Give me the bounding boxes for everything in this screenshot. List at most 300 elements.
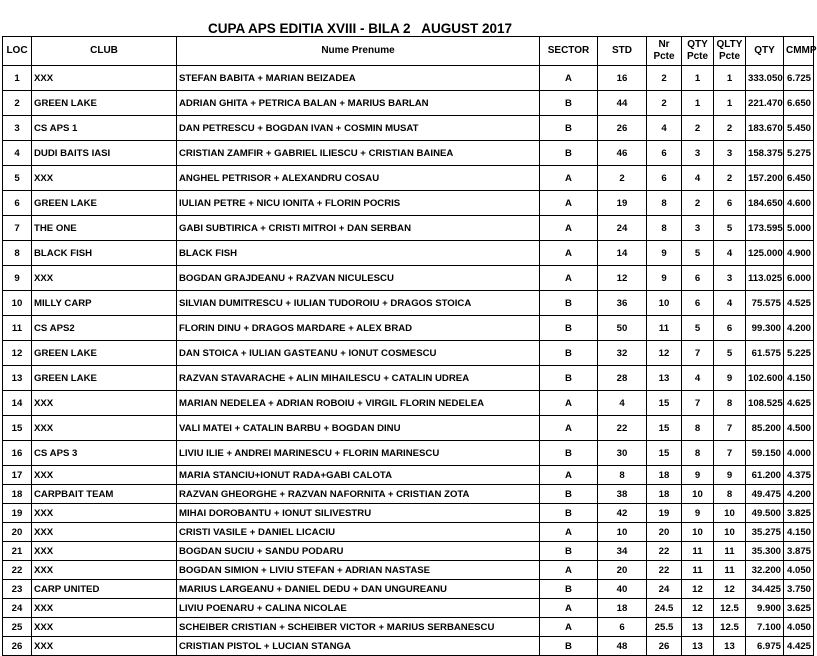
row-qty: 49.500: [746, 504, 784, 523]
row-qty-pcte: 9: [682, 504, 714, 523]
row-std: 6: [598, 618, 647, 637]
row-loc: 18: [3, 485, 32, 504]
row-qty: 7.100: [746, 618, 784, 637]
row-qty-pcte: 6: [682, 291, 714, 316]
row-qty: 183.670: [746, 116, 784, 141]
row-std: 10: [598, 523, 647, 542]
row-qty-pcte: 4: [682, 166, 714, 191]
row-loc: 13: [3, 366, 32, 391]
row-nume: BOGDAN GRAJDEANU + RAZVAN NICULESCU: [177, 266, 540, 291]
row-qty: 108.525: [746, 391, 784, 416]
row-qlty-pcte: 12.5: [714, 599, 746, 618]
header-club: CLUB: [32, 37, 177, 66]
row-nume: DAN PETRESCU + BOGDAN IVAN + COSMIN MUSAT: [177, 116, 540, 141]
row-std: 32: [598, 341, 647, 366]
header-qty-pcte: [682, 37, 714, 66]
row-sector: B: [540, 141, 598, 166]
row-qlty-pcte: 8: [714, 485, 746, 504]
row-cmmp: 4.200: [784, 485, 814, 504]
row-cmmp: 5.275: [784, 141, 814, 166]
row-qty-pcte: 5: [682, 316, 714, 341]
row-qty-pcte: 9: [682, 466, 714, 485]
row-std: 14: [598, 241, 647, 266]
row-cmmp: 4.625: [784, 391, 814, 416]
row-sector: A: [540, 166, 598, 191]
row-sector: A: [540, 599, 598, 618]
table-row: [3, 561, 814, 580]
row-sector: A: [540, 561, 598, 580]
row-nume: SCHEIBER CRISTIAN + SCHEIBER VICTOR + MARIUS SERBANESCU: [177, 618, 540, 637]
row-sector: B: [540, 542, 598, 561]
row-nr-pcte: 15: [647, 391, 682, 416]
row-qty-pcte: 8: [682, 416, 714, 441]
header-nr-line2: Pcte: [653, 51, 675, 62]
row-sector: B: [540, 637, 598, 656]
row-qty: 61.575: [746, 341, 784, 366]
row-std: 22: [598, 416, 647, 441]
row-qlty-pcte: 5: [714, 216, 746, 241]
row-nume: MARIAN NEDELEA + ADRIAN ROBOIU + VIRGIL FLORIN NEDELEA: [177, 391, 540, 416]
row-qty: 221.470: [746, 91, 784, 116]
header-qty-pcte-line2: Pcte: [686, 51, 709, 62]
table-row: [3, 141, 814, 166]
row-qty-pcte: 5: [682, 241, 714, 266]
row-qlty-pcte: 6: [714, 191, 746, 216]
row-sector: A: [540, 266, 598, 291]
header-qlty-pcte-line2: Pcte: [718, 51, 741, 62]
row-qty-pcte: 6: [682, 266, 714, 291]
row-club: DUDI BAITS IASI: [32, 141, 177, 166]
row-sector: B: [540, 316, 598, 341]
row-qlty-pcte: 6: [714, 316, 746, 341]
row-nume: FLORIN DINU + DRAGOS MARDARE + ALEX BRAD: [177, 316, 540, 341]
row-nr-pcte: 9: [647, 241, 682, 266]
row-qlty-pcte: 10: [714, 504, 746, 523]
row-club: CS APS 1: [32, 116, 177, 141]
table-row: [3, 637, 814, 656]
row-loc: 26: [3, 637, 32, 656]
row-loc: 25: [3, 618, 32, 637]
row-sector: B: [540, 116, 598, 141]
row-cmmp: 5.225: [784, 341, 814, 366]
row-club: XXX: [32, 542, 177, 561]
row-qty: 125.000: [746, 241, 784, 266]
row-qty: 157.200: [746, 166, 784, 191]
row-sector: A: [540, 391, 598, 416]
row-sector: B: [540, 485, 598, 504]
row-nr-pcte: 20: [647, 523, 682, 542]
row-std: 48: [598, 637, 647, 656]
header-row: [3, 37, 814, 66]
row-nr-pcte: 24.5: [647, 599, 682, 618]
row-qty: 35.275: [746, 523, 784, 542]
row-cmmp: 4.150: [784, 366, 814, 391]
row-club: XXX: [32, 466, 177, 485]
row-sector: B: [540, 580, 598, 599]
row-qlty-pcte: 7: [714, 416, 746, 441]
header-std: STD: [598, 37, 647, 66]
row-qlty-pcte: 12: [714, 580, 746, 599]
row-cmmp: 4.200: [784, 316, 814, 341]
row-qty-pcte: 4: [682, 366, 714, 391]
header-nr-line1: Nr: [658, 39, 670, 50]
row-loc: 4: [3, 141, 32, 166]
results-table: [2, 36, 817, 656]
row-nume: CRISTI VASILE + DANIEL LICACIU: [177, 523, 540, 542]
row-loc: 20: [3, 523, 32, 542]
row-nume: RAZVAN STAVARACHE + ALIN MIHAILESCU + CATALIN UDREA: [177, 366, 540, 391]
row-loc: 8: [3, 241, 32, 266]
row-nume: MARIUS LARGEANU + DANIEL DEDU + DAN UNGUREANU: [177, 580, 540, 599]
table-row: [3, 191, 814, 216]
row-club: XXX: [32, 618, 177, 637]
table-row: [3, 523, 814, 542]
row-qty: 32.200: [746, 561, 784, 580]
row-qty: 85.200: [746, 416, 784, 441]
row-qty-pcte: 13: [682, 637, 714, 656]
row-nume: BOGDAN SIMION + LIVIU STEFAN + ADRIAN NASTASE: [177, 561, 540, 580]
row-std: 28: [598, 366, 647, 391]
row-qlty-pcte: 4: [714, 241, 746, 266]
table-row: [3, 291, 814, 316]
row-qty-pcte: 1: [682, 66, 714, 91]
row-nr-pcte: 15: [647, 416, 682, 441]
row-loc: 10: [3, 291, 32, 316]
row-nume: ANGHEL PETRISOR + ALEXANDRU COSAU: [177, 166, 540, 191]
row-nume: CRISTIAN ZAMFIR + GABRIEL ILIESCU + CRISTIAN BAINEA: [177, 141, 540, 166]
table-row: [3, 618, 814, 637]
row-sector: A: [540, 466, 598, 485]
row-std: 50: [598, 316, 647, 341]
row-club: GREEN LAKE: [32, 366, 177, 391]
row-qlty-pcte: 8: [714, 391, 746, 416]
row-qlty-pcte: 3: [714, 266, 746, 291]
row-nr-pcte: 15: [647, 441, 682, 466]
row-qlty-pcte: 9: [714, 466, 746, 485]
header-qty: QTY: [746, 37, 784, 66]
row-nr-pcte: 4: [647, 116, 682, 141]
row-std: 2: [598, 166, 647, 191]
row-cmmp: 4.375: [784, 466, 814, 485]
row-nr-pcte: 22: [647, 542, 682, 561]
row-nr-pcte: 19: [647, 504, 682, 523]
row-sector: A: [540, 618, 598, 637]
table-row: [3, 66, 814, 91]
row-loc: 15: [3, 416, 32, 441]
table-row: [3, 366, 814, 391]
row-std: 44: [598, 91, 647, 116]
row-qty: 34.425: [746, 580, 784, 599]
row-club: GREEN LAKE: [32, 191, 177, 216]
row-club: CARP UNITED: [32, 580, 177, 599]
row-sector: A: [540, 191, 598, 216]
row-club: XXX: [32, 391, 177, 416]
row-qlty-pcte: 11: [714, 542, 746, 561]
row-qty: 49.475: [746, 485, 784, 504]
row-loc: 14: [3, 391, 32, 416]
row-qty-pcte: 11: [682, 542, 714, 561]
row-nume: LIVIU POENARU + CALINA NICOLAE: [177, 599, 540, 618]
row-sector: B: [540, 441, 598, 466]
row-club: XXX: [32, 416, 177, 441]
table-row: [3, 316, 814, 341]
row-sector: B: [540, 341, 598, 366]
row-club: CARPBAIT TEAM: [32, 485, 177, 504]
row-club: XXX: [32, 166, 177, 191]
row-loc: 6: [3, 191, 32, 216]
table-row: [3, 441, 814, 466]
row-qty: 35.300: [746, 542, 784, 561]
row-loc: 12: [3, 341, 32, 366]
row-cmmp: 3.875: [784, 542, 814, 561]
row-nr-pcte: 22: [647, 561, 682, 580]
row-loc: 19: [3, 504, 32, 523]
row-cmmp: 3.750: [784, 580, 814, 599]
row-nr-pcte: 11: [647, 316, 682, 341]
row-sector: A: [540, 523, 598, 542]
row-nr-pcte: 18: [647, 485, 682, 504]
row-qlty-pcte: 4: [714, 291, 746, 316]
table-row: [3, 504, 814, 523]
row-nr-pcte: 13: [647, 366, 682, 391]
row-qlty-pcte: 1: [714, 66, 746, 91]
row-cmmp: 4.425: [784, 637, 814, 656]
header-sector: SECTOR: [540, 37, 598, 66]
row-loc: 21: [3, 542, 32, 561]
row-std: 20: [598, 561, 647, 580]
row-qty-pcte: 11: [682, 561, 714, 580]
row-cmmp: 5.450: [784, 116, 814, 141]
header-qty-pcte-line1: QTY: [687, 39, 708, 50]
row-cmmp: 6.725: [784, 66, 814, 91]
row-cmmp: 6.000: [784, 266, 814, 291]
row-club: XXX: [32, 637, 177, 656]
row-club: GREEN LAKE: [32, 91, 177, 116]
row-qty: 102.600: [746, 366, 784, 391]
row-cmmp: 6.450: [784, 166, 814, 191]
row-club: CS APS2: [32, 316, 177, 341]
row-nume: BLACK FISH: [177, 241, 540, 266]
row-loc: 2: [3, 91, 32, 116]
row-nume: LIVIU ILIE + ANDREI MARINESCU + FLORIN MARINESCU: [177, 441, 540, 466]
row-club: XXX: [32, 266, 177, 291]
table-row: [3, 216, 814, 241]
row-cmmp: 3.825: [784, 504, 814, 523]
table-row: [3, 391, 814, 416]
page-title: CUPA APS EDITIA XVIII - BILA 2 AUGUST 2017: [207, 21, 513, 36]
row-loc: 23: [3, 580, 32, 599]
row-nr-pcte: 8: [647, 191, 682, 216]
row-nume: CRISTIAN PISTOL + LUCIAN STANGA: [177, 637, 540, 656]
row-cmmp: 3.625: [784, 599, 814, 618]
row-loc: 17: [3, 466, 32, 485]
row-club: THE ONE: [32, 216, 177, 241]
row-qlty-pcte: 5: [714, 341, 746, 366]
row-qty-pcte: 7: [682, 341, 714, 366]
row-qty-pcte: 3: [682, 216, 714, 241]
row-std: 34: [598, 542, 647, 561]
row-nr-pcte: 24: [647, 580, 682, 599]
row-sector: A: [540, 416, 598, 441]
row-nume: GABI SUBTIRICA + CRISTI MITROI + DAN SERBAN: [177, 216, 540, 241]
row-loc: 9: [3, 266, 32, 291]
row-nr-pcte: 12: [647, 341, 682, 366]
row-cmmp: 4.050: [784, 618, 814, 637]
row-sector: A: [540, 241, 598, 266]
row-club: XXX: [32, 504, 177, 523]
row-club: XXX: [32, 561, 177, 580]
row-cmmp: 4.525: [784, 291, 814, 316]
row-qlty-pcte: 3: [714, 141, 746, 166]
row-nume: ADRIAN GHITA + PETRICA BALAN + MARIUS BARLAN: [177, 91, 540, 116]
row-qty-pcte: 2: [682, 191, 714, 216]
row-loc: 11: [3, 316, 32, 341]
header-qlty-pcte-line1: QLTY: [716, 39, 743, 50]
row-nr-pcte: 9: [647, 266, 682, 291]
row-qty: 113.025: [746, 266, 784, 291]
row-nr-pcte: 10: [647, 291, 682, 316]
row-nume: BOGDAN SUCIU + SANDU PODARU: [177, 542, 540, 561]
header-nr-pcte: [647, 37, 682, 66]
header-qlty-pcte: [714, 37, 746, 66]
table-row: [3, 241, 814, 266]
row-qlty-pcte: 11: [714, 561, 746, 580]
row-nume: SILVIAN DUMITRESCU + IULIAN TUDOROIU + DRAGOS STOICA: [177, 291, 540, 316]
row-cmmp: 4.150: [784, 523, 814, 542]
row-qty-pcte: 3: [682, 141, 714, 166]
row-cmmp: 6.650: [784, 91, 814, 116]
row-nume: MARIA STANCIU+IONUT RADA+GABI CALOTA: [177, 466, 540, 485]
row-qty-pcte: 1: [682, 91, 714, 116]
row-qlty-pcte: 10: [714, 523, 746, 542]
row-loc: 22: [3, 561, 32, 580]
row-cmmp: 4.000: [784, 441, 814, 466]
row-loc: 7: [3, 216, 32, 241]
row-nr-pcte: 2: [647, 66, 682, 91]
row-cmmp: 4.500: [784, 416, 814, 441]
row-std: 16: [598, 66, 647, 91]
row-nume: IULIAN PETRE + NICU IONITA + FLORIN POCRIS: [177, 191, 540, 216]
row-qty: 184.650: [746, 191, 784, 216]
row-qty: 61.200: [746, 466, 784, 485]
row-nume: RAZVAN GHEORGHE + RAZVAN NAFORNITA + CRISTIAN ZOTA: [177, 485, 540, 504]
row-std: 26: [598, 116, 647, 141]
row-nr-pcte: 2: [647, 91, 682, 116]
table-row: [3, 599, 814, 618]
row-sector: B: [540, 291, 598, 316]
header-loc: LOC: [3, 37, 32, 66]
row-qty: 59.150: [746, 441, 784, 466]
row-qty: 9.900: [746, 599, 784, 618]
table-row: [3, 466, 814, 485]
table-row: [3, 116, 814, 141]
row-nr-pcte: 6: [647, 166, 682, 191]
row-nume: STEFAN BABITA + MARIAN BEIZADEA: [177, 66, 540, 91]
row-nr-pcte: 26: [647, 637, 682, 656]
table-row: [3, 166, 814, 191]
row-qty-pcte: 2: [682, 116, 714, 141]
row-std: 42: [598, 504, 647, 523]
row-std: 36: [598, 291, 647, 316]
row-nume: DAN STOICA + IULIAN GASTEANU + IONUT COSMESCU: [177, 341, 540, 366]
row-std: 38: [598, 485, 647, 504]
row-loc: 5: [3, 166, 32, 191]
row-nume: VALI MATEI + CATALIN BARBU + BOGDAN DINU: [177, 416, 540, 441]
table-row: [3, 341, 814, 366]
row-cmmp: 4.600: [784, 191, 814, 216]
row-qlty-pcte: 12.5: [714, 618, 746, 637]
row-qty: 333.050: [746, 66, 784, 91]
row-std: 24: [598, 216, 647, 241]
row-std: 46: [598, 141, 647, 166]
row-cmmp: 5.000: [784, 216, 814, 241]
row-nr-pcte: 6: [647, 141, 682, 166]
row-std: 40: [598, 580, 647, 599]
row-qty: 75.575: [746, 291, 784, 316]
table-row: [3, 580, 814, 599]
row-club: BLACK FISH: [32, 241, 177, 266]
row-qty: 158.375: [746, 141, 784, 166]
row-qty-pcte: 7: [682, 391, 714, 416]
row-std: 4: [598, 391, 647, 416]
row-qlty-pcte: 9: [714, 366, 746, 391]
row-qty-pcte: 12: [682, 580, 714, 599]
row-loc: 3: [3, 116, 32, 141]
row-qty: 173.595: [746, 216, 784, 241]
row-qlty-pcte: 13: [714, 637, 746, 656]
table-row: [3, 266, 814, 291]
row-club: MILLY CARP: [32, 291, 177, 316]
row-nr-pcte: 25.5: [647, 618, 682, 637]
row-club: CS APS 3: [32, 441, 177, 466]
row-loc: 24: [3, 599, 32, 618]
header-nume: Nume Prenume: [177, 37, 540, 66]
row-qlty-pcte: 1: [714, 91, 746, 116]
table-row: [3, 91, 814, 116]
row-std: 18: [598, 599, 647, 618]
row-qlty-pcte: 2: [714, 166, 746, 191]
row-qty-pcte: 10: [682, 523, 714, 542]
row-std: 30: [598, 441, 647, 466]
table-row: [3, 542, 814, 561]
row-nr-pcte: 8: [647, 216, 682, 241]
row-qty-pcte: 10: [682, 485, 714, 504]
table-row: [3, 485, 814, 504]
row-cmmp: 4.050: [784, 561, 814, 580]
row-qlty-pcte: 7: [714, 441, 746, 466]
row-sector: B: [540, 366, 598, 391]
row-qty-pcte: 12: [682, 599, 714, 618]
row-sector: A: [540, 216, 598, 241]
row-club: XXX: [32, 599, 177, 618]
row-nume: MIHAI DOROBANTU + IONUT SILIVESTRU: [177, 504, 540, 523]
row-club: XXX: [32, 66, 177, 91]
row-loc: 1: [3, 66, 32, 91]
table-row: [3, 416, 814, 441]
row-std: 12: [598, 266, 647, 291]
row-nr-pcte: 18: [647, 466, 682, 485]
row-std: 8: [598, 466, 647, 485]
row-cmmp: 4.900: [784, 241, 814, 266]
row-sector: B: [540, 91, 598, 116]
header-cmmp: CMMP: [784, 37, 814, 66]
row-qty-pcte: 8: [682, 441, 714, 466]
row-club: GREEN LAKE: [32, 341, 177, 366]
row-std: 19: [598, 191, 647, 216]
row-loc: 16: [3, 441, 32, 466]
row-qty-pcte: 13: [682, 618, 714, 637]
row-sector: A: [540, 66, 598, 91]
